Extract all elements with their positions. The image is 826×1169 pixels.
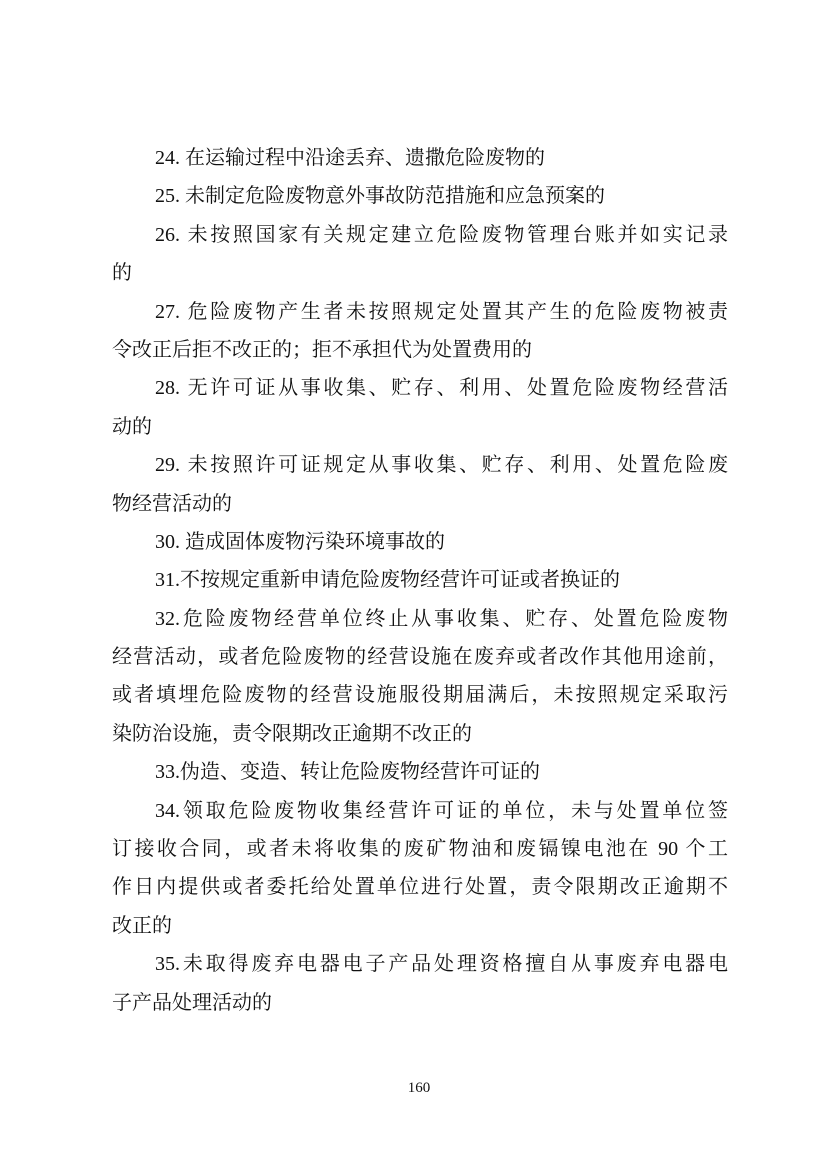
text-line: 30. 造成固体废物污染环境事故的 [155, 530, 445, 553]
list-item [112, 945, 728, 1022]
document-body [112, 139, 728, 1022]
list-item [112, 446, 728, 523]
text-line: 27. 危险废物产生者未按照规定处置其产生的危险废物被责 [155, 300, 728, 323]
text-line: 改正的 [112, 914, 172, 937]
list-item [112, 600, 728, 754]
list-item [112, 177, 728, 215]
list-item [112, 369, 728, 446]
text-line: 31.不按规定重新申请危险废物经营许可证或者换证的 [155, 569, 620, 592]
text-line: 35.未取得废弃电器电子产品处理资格擅自从事废弃电器电 [155, 953, 728, 976]
text-line: 订接收合同，或者未将收集的废矿物油和废镉镍电池在 90 个工 [112, 838, 728, 861]
list-item [112, 216, 728, 293]
text-line: 子产品处理活动的 [112, 991, 272, 1014]
text-line: 34.领取危险废物收集经营许可证的单位，未与处置单位签 [155, 799, 728, 822]
list-item [112, 792, 728, 946]
text-line: 令改正后拒不改正的；拒不承担代为处置费用的 [112, 338, 532, 361]
text-line: 动的 [112, 415, 152, 438]
list-item [112, 753, 728, 791]
page-number: 160 [407, 1080, 431, 1096]
text-line: 作日内提供或者委托给处置单位进行处置，责令限期改正逾期不 [112, 876, 728, 899]
list-item [112, 561, 728, 599]
text-line: 26. 未按照国家有关规定建立危险废物管理台账并如实记录 [155, 223, 728, 246]
list-item [112, 293, 728, 370]
list-item [112, 139, 728, 177]
text-line: 24. 在运输过程中沿途丢弃、遗撒危险废物的 [155, 147, 545, 169]
text-line: 或者填埋危险废物的经营设施服役期届满后，未按照规定采取污 [112, 684, 728, 707]
text-line: 29. 未按照许可证规定从事收集、贮存、利用、处置危险废 [155, 454, 728, 477]
list-item [112, 523, 728, 561]
text-line: 28. 无许可证从事收集、贮存、利用、处置危险废物经营活 [155, 377, 728, 400]
text-line: 的 [112, 262, 132, 285]
text-line: 25. 未制定危险废物意外事故防范措施和应急预案的 [155, 185, 605, 208]
text-line: 33.伪造、变造、转让危险废物经营许可证的 [155, 761, 540, 784]
text-line: 经营活动，或者危险废物的经营设施在废弃或者改作其他用途前， [112, 646, 728, 669]
text-line: 物经营活动的 [112, 492, 232, 515]
text-line: 32.危险废物经营单位终止从事收集、贮存、处置危险废物 [155, 607, 728, 630]
text-line: 染防治设施，责令限期改正逾期不改正的 [112, 722, 472, 745]
